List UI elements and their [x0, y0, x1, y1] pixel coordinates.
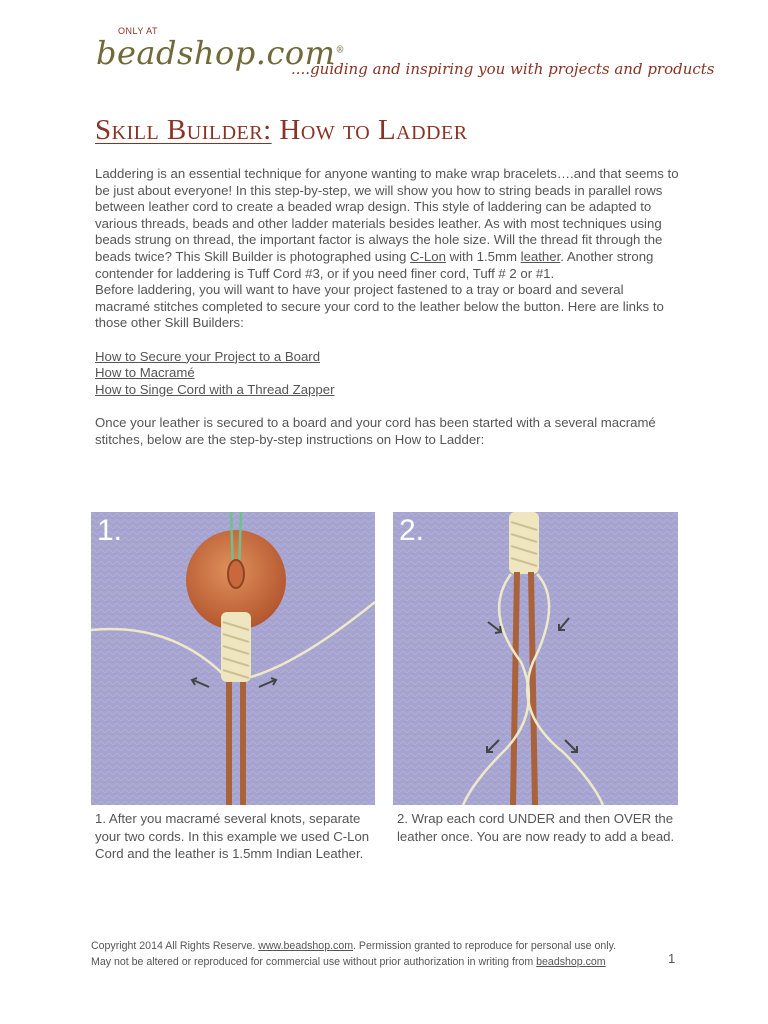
footer-beadshop-link-2[interactable]: beadshop.com	[536, 955, 606, 968]
link-thread-zapper[interactable]: How to Singe Cord with a Thread Zapper	[95, 381, 335, 397]
step-1-caption: 1. After you macramé several knots, separate your two cords. In this example we used C-Lon Cord and the leather is 1.5mm Indian Leather.	[95, 811, 370, 862]
intro-paragraph-3: Once your leather is secured to a board and your cord has been started with a several macramé stitches, below are the step-by-step instructions on How to Ladder:	[95, 414, 656, 447]
intro-paragraph-1: Laddering is an essential technique for anyone wanting to make wrap bracelets….and that seems to be just about everyone! In this step-by-step, we will show you how to string beads in parallel rows between leather cord to create a beaded wrap design. This style of laddering can be adapted to various threads, beads and other ladder materials besides leather. As with most techniques using beads strung on thread, the important factor is always the hole size. Will the thread fit through the beads twice? This Skill Builder is photographed using C-Lon with 1.5mm leather. Another strong contender for laddering is Tuff Cord #3, or if you need finer cord, Tuff # 2 or #1.	[95, 166, 679, 281]
footer-line-1: Copyright 2014 All Rights Reserve. www.beadshop.com. Permission granted to reproduce for personal use only.	[91, 940, 617, 952]
spacer	[95, 332, 680, 349]
beadshop-logo	[96, 26, 715, 86]
step-1-illustration	[91, 512, 375, 805]
logo-only-at: ONLY AT	[118, 26, 159, 36]
intro-text	[95, 166, 680, 448]
spacer	[95, 398, 680, 415]
page-title	[95, 114, 468, 147]
title-skill-builder: Skill Builder:	[95, 114, 272, 146]
step-2-illustration	[393, 512, 678, 805]
clon-link[interactable]: C-Lon	[409, 248, 446, 264]
intro-paragraph-2: Before laddering, you will want to have your project fastened to a tray or board and several macramé stitches completed to secure your cord to the leather below the button. Here are links to those other Skill Builders:	[95, 282, 664, 331]
footer-copyright	[91, 939, 671, 970]
step-2-photo	[393, 512, 678, 805]
logo-wordmark: beadshop.com®	[96, 34, 345, 72]
footer-beadshop-link[interactable]: www.beadshop.com	[258, 940, 354, 952]
title-how-to-ladder: How to Ladder	[271, 114, 468, 146]
step-1-number: 1.	[97, 514, 123, 547]
skill-builder-links	[95, 349, 680, 399]
footer-line-2: May not be altered or reproduced for commercial use without prior authorization in writing from beadshop.com	[91, 955, 606, 968]
step-2-number: 2.	[399, 514, 425, 547]
leather-link[interactable]: leather	[520, 248, 561, 264]
link-secure-project[interactable]: How to Secure your Project to a Board	[95, 348, 321, 364]
link-macrame[interactable]: How to Macramé	[95, 365, 195, 381]
page-number: 1	[668, 951, 676, 966]
step-1-photo	[91, 512, 375, 805]
logo-tagline: ....guiding and inspiring you with projects and products	[291, 60, 715, 78]
step-2-caption: 2. Wrap each cord UNDER and then OVER the leather once. You are now ready to add a bead.	[397, 811, 675, 844]
